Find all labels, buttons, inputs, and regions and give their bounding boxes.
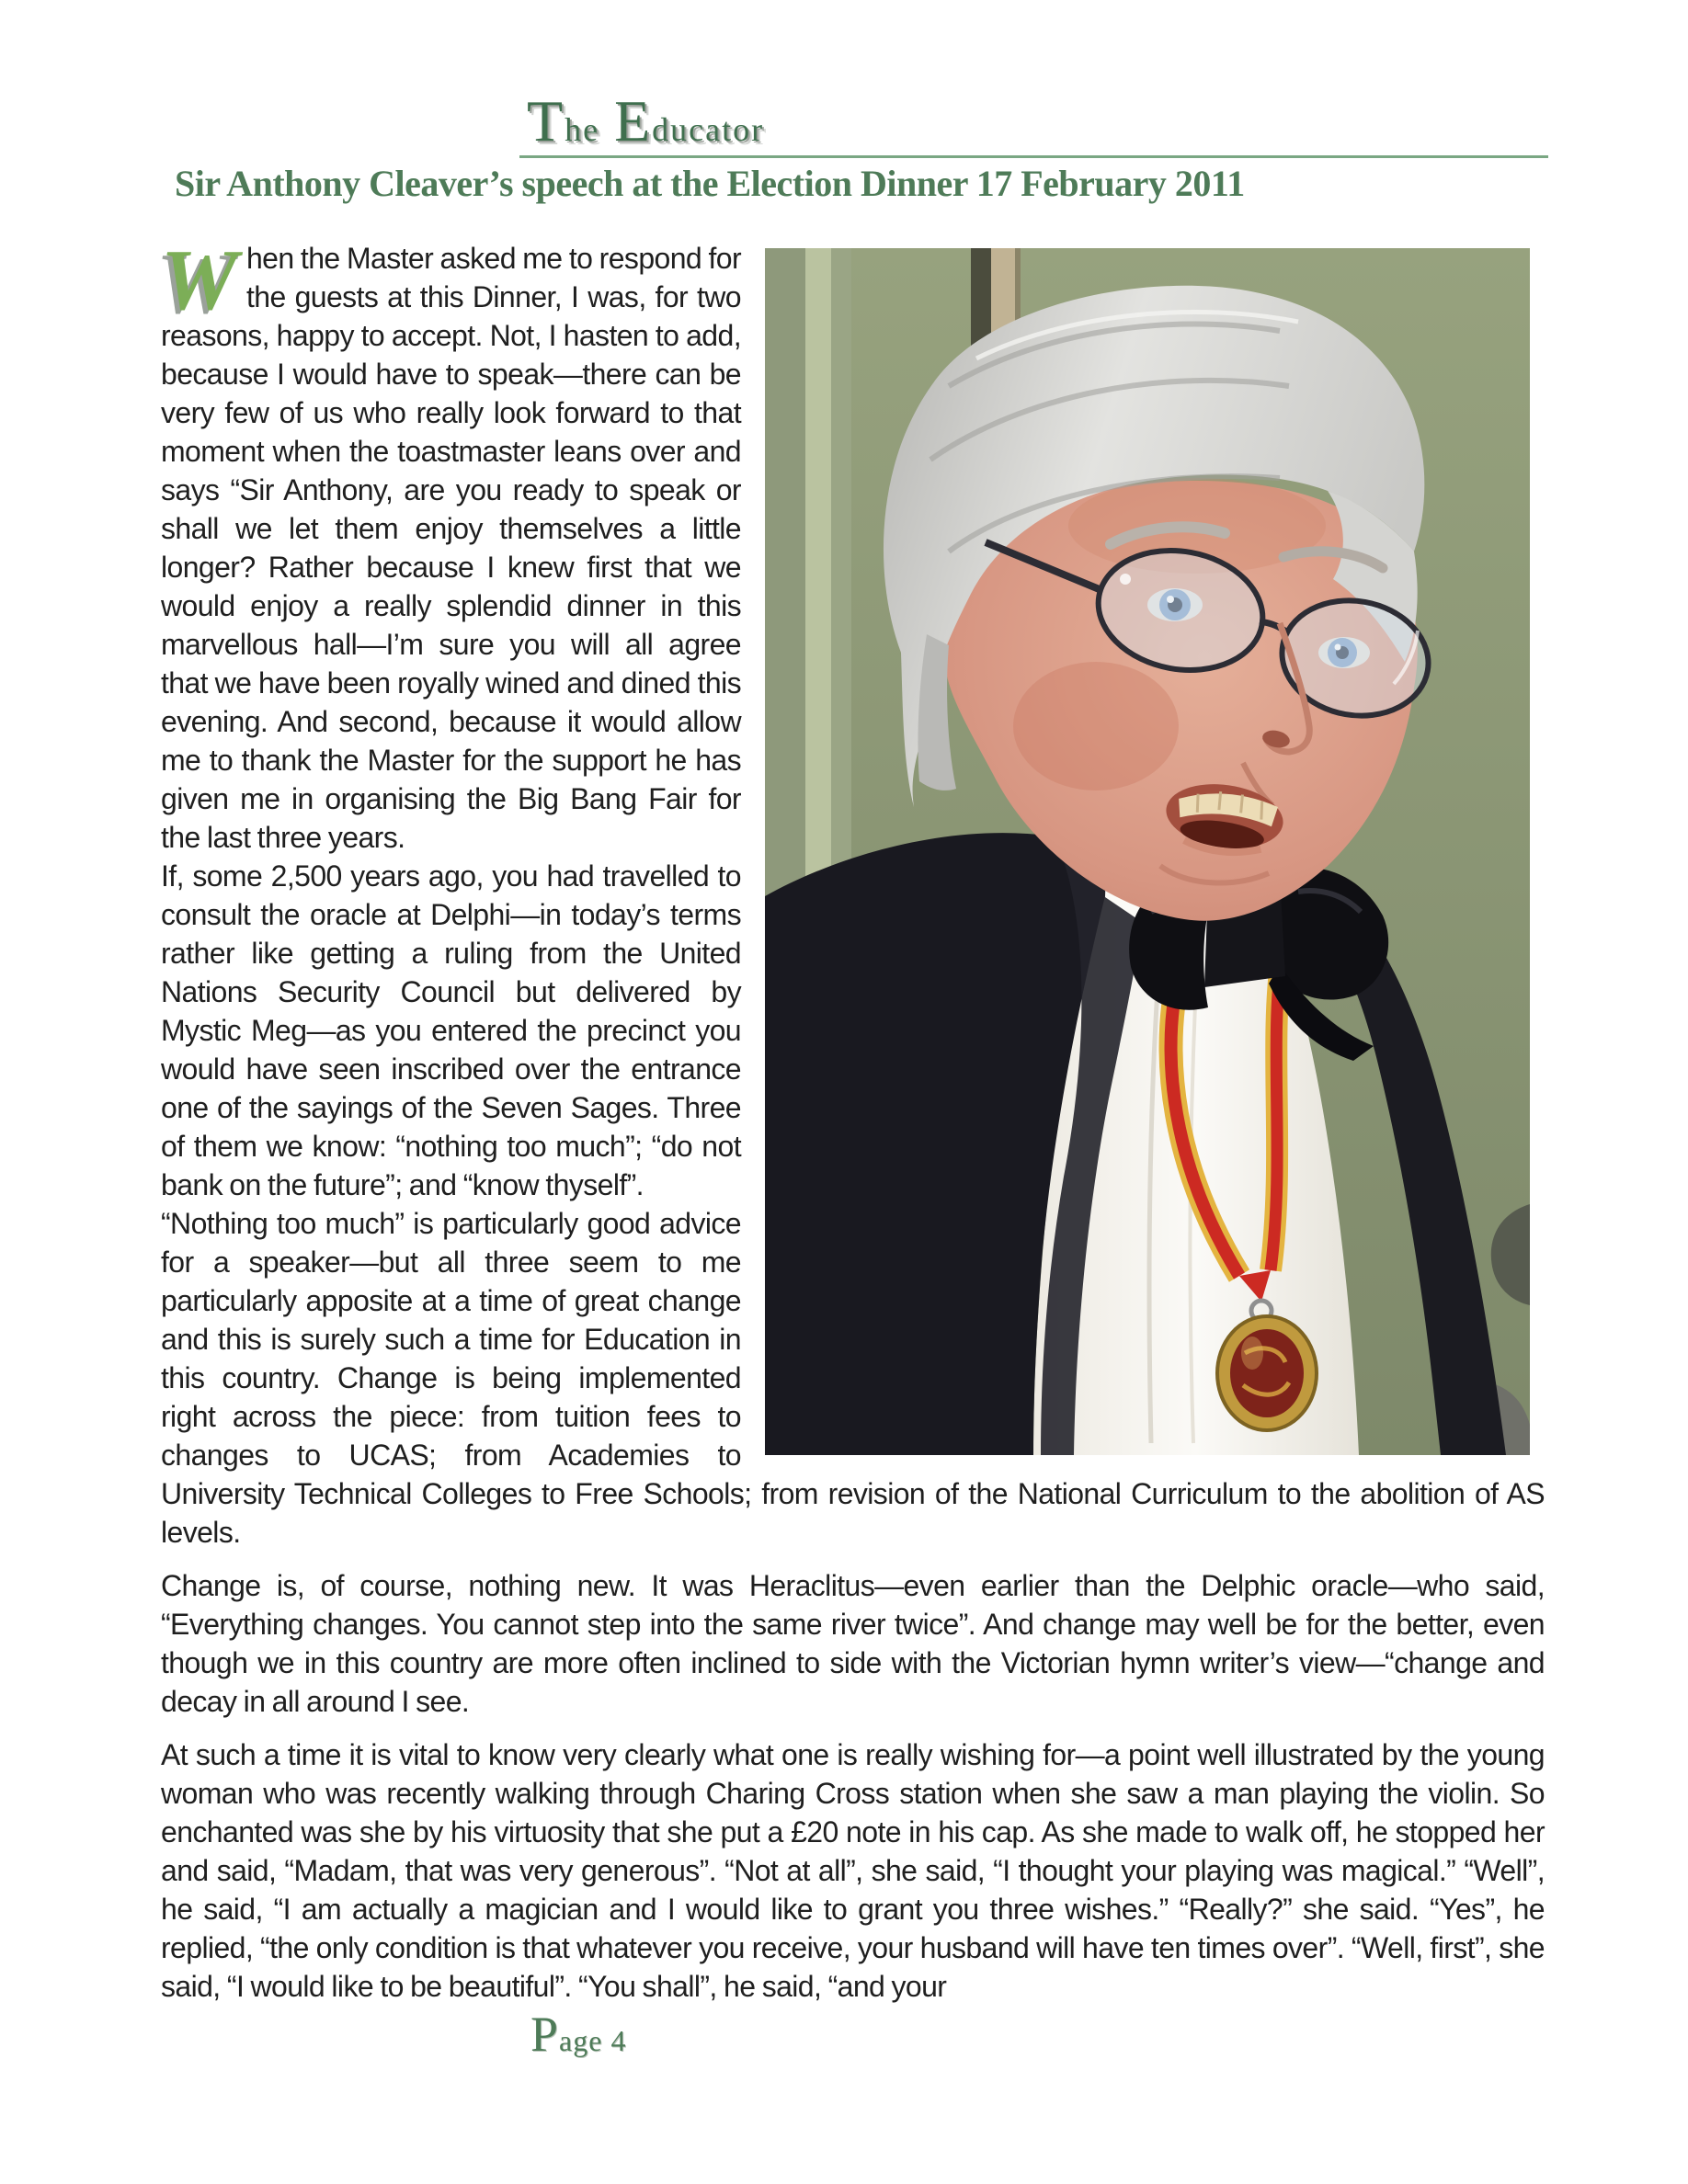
masthead-title [527,88,765,154]
paragraph-text: hen the Master asked me to respond for the guests at this Dinner, I was, for two reasons, happy to accept. Not, I hasten to add, because I would have to speak—there can be very few of us who really look forward to that moment when the toastmaster leans over and says “Sir Anthony, are you ready to speak or shall we let them enjoy themselves a little longer? Rather because I knew first that we would enjoy a really splendid dinner in this marvellous hall—I’m sure you will all agree that we have been royally wined and dined this evening. And second, because it would allow me to thank the Master for the support he has given me in organising the Big Bang Fair for the last three years. [161,242,741,854]
article-body [161,233,1545,2006]
article-headline: Sir Anthony Cleaver’s speech at the Election Dinner 17 February 2011 [175,163,1245,204]
portrait-illustration [765,248,1530,1455]
page-number: Page 4 [530,2007,627,2062]
portrait-photo [765,248,1530,1455]
masthead-initial: T [527,88,565,154]
paragraph: At such a time it is vital to know very clearly what one is really wishing for—a point well illustrated by the young woman who was recently walking through Charing Cross station when she saw a man playing the violin. So enchanted was she by his virtuosity that she put a £20 note in his cap. As she made to walk off, he stopped her and said, “Madam, that was very generous”. “Not at all”, she said, “I thought your playing was magical.” “Well”, he said, “I am actually a magician and I would like to grant you three wishes.” “Really?” she said. “Yes”, he replied, “the only condition is that whatever you receive, your husband will have ten times over”. “Well, first”, she said, “I would like to be beautiful”. “You shall”, he said, “and your [161,1738,1545,2003]
paragraph: Change is, of course, nothing new. It was Heraclitus—even earlier than the Delphic oracle—who said, “Everything changes. You cannot step into the same river twice”. And change may well be for the better, even though we in this country are more often inclined to side with the Victorian hymn writer’s view—“change and decay in all around I see. [161,1569,1545,1718]
paragraph: If, some 2,500 years ago, you had travelled to consult the oracle at Delphi—in today’s terms rather like getting a ruling from the United Nations Security Council but delivered by Mystic Meg—as you entered the precinct you would have seen inscribed over the entrance one of the sayings of the Seven Sages. Three of them we know: “nothing too much”; “do not bank on the future”; and “know thyself”. [161,859,741,1201]
paragraph: “Nothing too much” is particularly good advice for a speaker—but all three seem to me particularly apposite at a time of great change and this is surely such a time for Education in this country. Change is being implemented right across the piece: from tuition fees to changes to UCAS; from Academies to University Technical Colleges to Free Schools; from revision of the National Curriculum to the abolition of AS levels. [161,1207,1545,1549]
masthead-initial: E [614,88,653,154]
masthead-text: he [565,111,600,148]
drop-cap: W [161,233,237,328]
masthead-rule [519,155,1548,158]
masthead-text: ducator [652,111,765,148]
